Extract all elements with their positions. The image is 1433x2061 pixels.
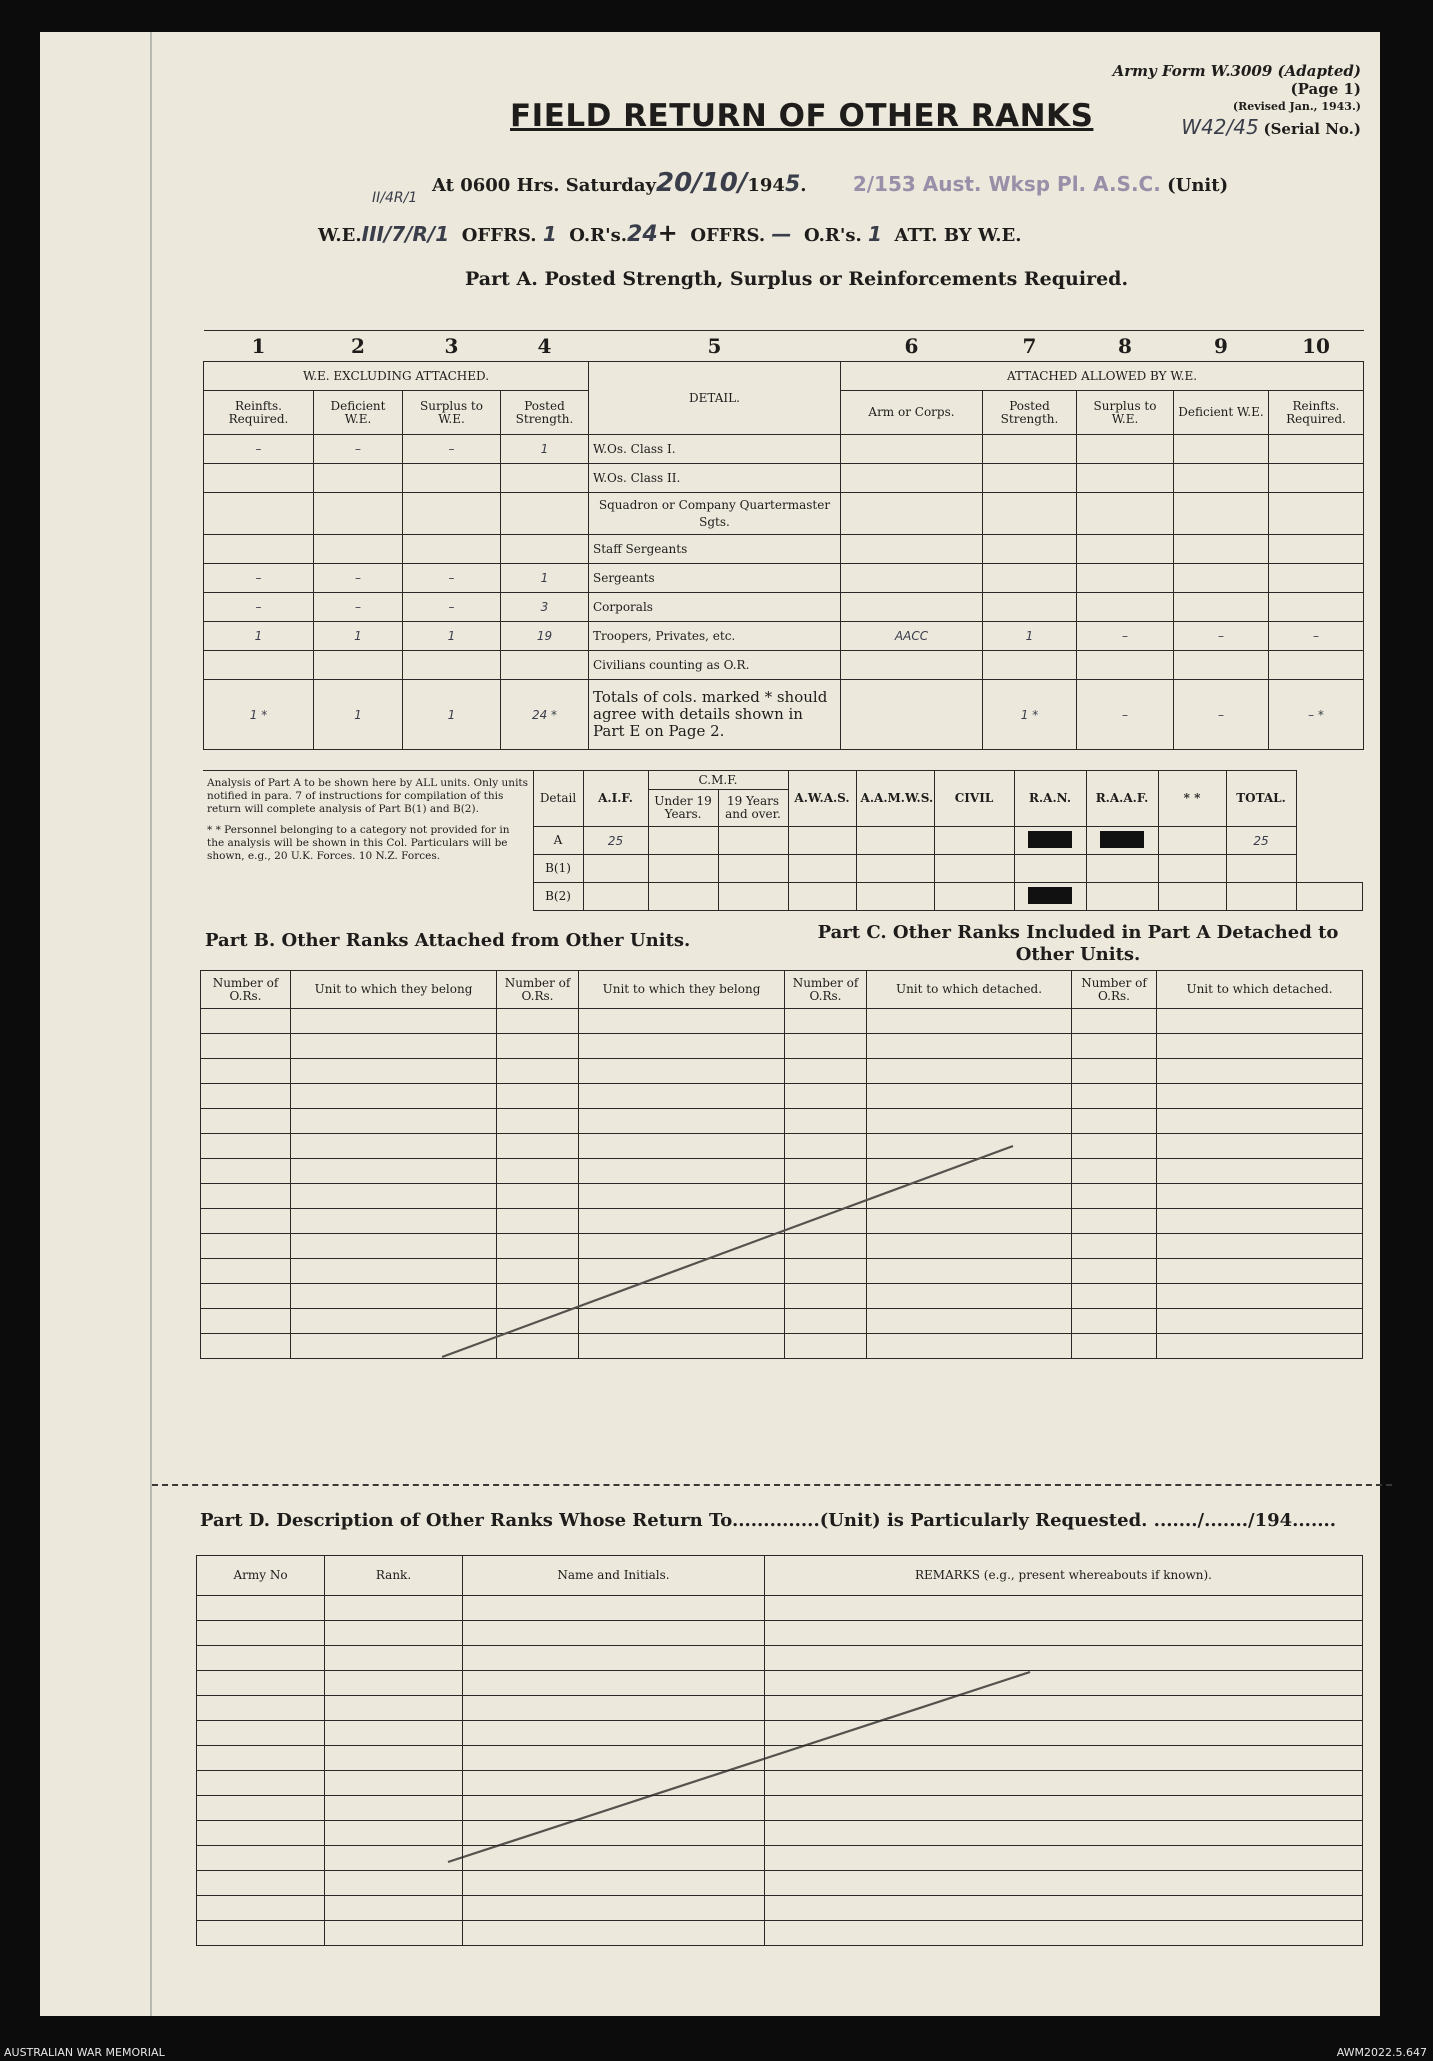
part-d-row: [197, 1596, 1363, 1621]
blank-cell: [325, 1771, 463, 1796]
we-handwritten-above: II/4R/1: [372, 190, 418, 206]
year-prefix: 194: [747, 175, 785, 196]
blank-cell: [325, 1671, 463, 1696]
total-c3: 1: [403, 680, 501, 750]
awas-header: A.W.A.S.: [788, 771, 856, 827]
part-c-title: Part C. Other Ranks Included in Part A Detached to Other Units.: [817, 922, 1339, 965]
civil-header: CIVIL: [934, 771, 1014, 827]
name-initials-header: Name and Initials.: [463, 1556, 765, 1596]
b-unit-header-2: Unit to which they belong: [579, 971, 785, 1009]
total-c9: –: [1174, 680, 1269, 750]
cell-c4: 3: [501, 593, 589, 622]
total-c1: 1 *: [204, 680, 314, 750]
col-num: 3: [403, 331, 501, 362]
we-label: W.E.: [318, 225, 362, 246]
cell-c4: 1: [501, 435, 589, 464]
blank-cell: [463, 1721, 765, 1746]
reinfts-required-header: Reinfts. Required.: [204, 391, 314, 435]
part-a-title: Part A. Posted Strength, Surplus or Reinforcements Required.: [465, 268, 1129, 290]
analysis-note-2: * * Personnel belonging to a category not provided for in the analysis will be shown in this Col. Particulars will be shown, e.g., 20 U.K. Forces. 10 N.Z. Forces.: [207, 824, 510, 862]
part-d-row: [197, 1921, 1363, 1946]
rank-header: Rank.: [325, 1556, 463, 1596]
b-number-header: Number of O.Rs.: [201, 971, 291, 1009]
perforation-line: [152, 1484, 1392, 1486]
blank-cell: [765, 1846, 1363, 1871]
col-num: 2: [314, 331, 403, 362]
serial-label: (Serial No.): [1263, 120, 1361, 138]
ors-handwritten: 24: [627, 222, 658, 247]
cell-c4: 1: [501, 564, 589, 593]
blank-cell: [765, 1696, 1363, 1721]
blank-cell: [765, 1871, 1363, 1896]
blank-cell: [765, 1921, 1363, 1946]
blank-cell: [197, 1646, 325, 1671]
blank-cell: [325, 1846, 463, 1871]
blank-cell: [325, 1721, 463, 1746]
cell-c7: 1: [983, 622, 1077, 651]
col-num: 8: [1077, 331, 1174, 362]
blank-cell: [325, 1696, 463, 1721]
form-number: Army Form W.3009 (Adapted): [1112, 62, 1361, 80]
blank-cell: [197, 1771, 325, 1796]
part-d-row: [197, 1746, 1363, 1771]
totals-detail: Totals of cols. marked * should agree with details shown in Part E on Page 2.: [589, 680, 841, 750]
blank-cell: [463, 1696, 765, 1721]
blank-cell: [765, 1771, 1363, 1796]
cell-c2: –: [314, 435, 403, 464]
part-d-row: [197, 1771, 1363, 1796]
part-d-row: [197, 1846, 1363, 1871]
col-num: 10: [1269, 331, 1364, 362]
analysis-note-1: Analysis of Part A to be shown here by ALL units. Only units notified in para. 7 of instructions for compilation of this return will complete analysis of Part B(1) and B(2).: [207, 777, 529, 815]
cell-c9: –: [1174, 622, 1269, 651]
total-c7: 1 *: [983, 680, 1077, 750]
at-label: At 0600 Hrs. Saturday: [432, 175, 657, 196]
blank-cell: [197, 1746, 325, 1771]
unit-stamp: 2/153 Aust. Wksp Pl. A.S.C.: [852, 172, 1161, 196]
part-d-title: Part D. Description of Other Ranks Whose Return To..............(Unit) is Particularly Requested. ......./......./194.......: [200, 1510, 1337, 1531]
archive-caption: AUSTRALIAN WAR MEMORIAL: [4, 2046, 165, 2059]
c-unit-header: Unit to which detached.: [867, 971, 1072, 1009]
rank-detail: Staff Sergeants: [589, 535, 841, 564]
form-page: (Page 1): [1290, 80, 1361, 98]
blank-cell: [463, 1621, 765, 1646]
cell-c1: –: [204, 435, 314, 464]
unit-label: (Unit): [1167, 175, 1229, 196]
blank-cell: [197, 1671, 325, 1696]
cell-c1: –: [204, 564, 314, 593]
blank-cell: [463, 1796, 765, 1821]
blank-cell: [463, 1596, 765, 1621]
blank-cell: [765, 1821, 1363, 1846]
col-num: 6: [841, 331, 983, 362]
row-label-a: A: [533, 827, 583, 855]
blank-cell: [765, 1596, 1363, 1621]
col-num: 4: [501, 331, 589, 362]
blank-cell: [765, 1646, 1363, 1671]
total-c4: 24 *: [501, 680, 589, 750]
deficient-header: Deficient W.E.: [314, 391, 403, 435]
att-surplus-header: Surplus to W.E.: [1077, 391, 1174, 435]
over-19-header: 19 Years and over.: [725, 794, 781, 821]
ors-label: O.R's.: [569, 225, 628, 246]
part-b-title: Part B. Other Ranks Attached from Other Units.: [205, 930, 691, 951]
rank-detail: Troopers, Privates, etc.: [589, 622, 841, 651]
posted-strength-header: Posted Strength.: [501, 391, 589, 435]
blank-cell: [197, 1621, 325, 1646]
cell-c2: –: [314, 593, 403, 622]
blank-cell: [197, 1896, 325, 1921]
blank-cell: [765, 1621, 1363, 1646]
cell-c1: 1: [204, 622, 314, 651]
cell-c2: 1: [314, 622, 403, 651]
c-number-header: Number of O.Rs.: [785, 971, 867, 1009]
ors-att-label: O.R's.: [803, 225, 862, 246]
aamws-header: A.A.M.W.S.: [856, 771, 934, 827]
detail-header: DETAIL.: [589, 362, 841, 435]
other-category-header: * *: [1158, 771, 1226, 827]
part-d-row: [197, 1671, 1363, 1696]
ors-att-handwritten: 1: [868, 222, 882, 246]
rank-detail: Civilians counting as O.R.: [589, 651, 841, 680]
offrs-handwritten: 1: [542, 222, 557, 246]
c-unit-header-2: Unit to which detached.: [1157, 971, 1363, 1009]
year-handwritten: 5: [784, 172, 801, 197]
cancel-stroke-part-b-c: [442, 1146, 1013, 1357]
cell-c3: 1: [403, 622, 501, 651]
blank-cell: [325, 1621, 463, 1646]
blank-cell: [765, 1746, 1363, 1771]
part-d-row: [197, 1621, 1363, 1646]
col-num: 9: [1174, 331, 1269, 362]
blank-cell: [463, 1821, 765, 1846]
col-num: 1: [204, 331, 314, 362]
serial-handwritten: W42/45: [1181, 115, 1259, 139]
att-by-we-label: ATT. BY W.E.: [894, 225, 1022, 246]
ran-header: R.A.N.: [1014, 771, 1086, 827]
rank-detail: Sergeants: [589, 564, 841, 593]
offrs-att-label: OFFRS.: [690, 225, 766, 246]
row-label-b2: B(2): [533, 883, 583, 911]
part-d-row: [197, 1721, 1363, 1746]
detail-col-header: Detail: [533, 771, 583, 827]
cell-c1: –: [204, 593, 314, 622]
army-no-header: Army No: [197, 1556, 325, 1596]
blank-cell: [325, 1646, 463, 1671]
blank-cell: [765, 1796, 1363, 1821]
offrs-att-handwritten: —: [771, 222, 792, 246]
part-d-row: [197, 1696, 1363, 1721]
blank-cell: [197, 1921, 325, 1946]
rank-detail: Corporals: [589, 593, 841, 622]
blank-cell: [765, 1721, 1363, 1746]
cell-c6: AACC: [841, 622, 983, 651]
total-c10: – *: [1269, 680, 1364, 750]
cell-c10: –: [1269, 622, 1364, 651]
blank-cell: [463, 1896, 765, 1921]
cell-c8: –: [1077, 622, 1174, 651]
total-c8: –: [1077, 680, 1174, 750]
part-d-row: [197, 1871, 1363, 1896]
offrs-label: OFFRS.: [461, 225, 537, 246]
part-d-table: [196, 1555, 1363, 1946]
cell-c4: 19: [501, 622, 589, 651]
col-num: 7: [983, 331, 1077, 362]
blank-cell: [463, 1921, 765, 1946]
blank-cell: [197, 1796, 325, 1821]
col-num: 5: [589, 331, 841, 362]
att-reinfts-header: Reinfts. Required.: [1269, 391, 1364, 435]
archive-reference: AWM2022.5.647: [1336, 2046, 1427, 2059]
raaf-header: R.A.A.F.: [1086, 771, 1158, 827]
blank-cell: [197, 1696, 325, 1721]
part-d-row: [197, 1896, 1363, 1921]
surplus-header: Surplus to W.E.: [403, 391, 501, 435]
blank-cell: [197, 1721, 325, 1746]
blank-cell: [325, 1896, 463, 1921]
row-label-b1: B(1): [533, 855, 583, 883]
part-d-row: [197, 1821, 1363, 1846]
blank-cell: [325, 1871, 463, 1896]
date-handwritten: 20/10/: [656, 168, 748, 198]
we-excluding-header: W.E. EXCLUDING ATTACHED.: [204, 362, 589, 391]
blank-cell: [463, 1646, 765, 1671]
part-d-row: [197, 1646, 1363, 1671]
blank-cell: [463, 1871, 765, 1896]
blank-cell: [197, 1871, 325, 1896]
blank-cell: [765, 1896, 1363, 1921]
rank-detail: Squadron or Company Quartermaster Sgts.: [589, 493, 841, 535]
cmf-label: C.M.F.: [649, 771, 788, 790]
total-c2: 1: [314, 680, 403, 750]
form-title: FIELD RETURN OF OTHER RANKS: [510, 98, 1094, 134]
blank-cell: [765, 1671, 1363, 1696]
arm-corps-header: Arm or Corps.: [841, 391, 983, 435]
we-handwritten: III/7/R/1: [361, 222, 450, 246]
attached-allowed-header: ATTACHED ALLOWED BY W.E.: [841, 362, 1364, 391]
blank-cell: [325, 1821, 463, 1846]
cell-c3: –: [403, 593, 501, 622]
rank-detail: W.Os. Class I.: [589, 435, 841, 464]
blank-cell: [197, 1596, 325, 1621]
form-revised: (Revised Jan., 1943.): [1232, 100, 1361, 113]
cell-c2: –: [314, 564, 403, 593]
blank-cell: [463, 1746, 765, 1771]
att-posted-strength-header: Posted Strength.: [983, 391, 1077, 435]
blank-cell: [325, 1796, 463, 1821]
remarks-header: REMARKS (e.g., present whereabouts if known).: [765, 1556, 1363, 1596]
rank-detail: W.Os. Class II.: [589, 464, 841, 493]
aif-header: A.I.F.: [583, 771, 648, 827]
part-d-row: [197, 1796, 1363, 1821]
blank-cell: [463, 1771, 765, 1796]
blank-cell: [325, 1921, 463, 1946]
plus-sign: +: [657, 218, 678, 247]
blank-cell: [325, 1746, 463, 1771]
total-header: TOTAL.: [1226, 771, 1296, 827]
total-a-value: 25: [1226, 827, 1296, 855]
blank-cell: [197, 1846, 325, 1871]
att-deficient-header: Deficient W.E.: [1174, 391, 1269, 435]
blank-cell: [197, 1821, 325, 1846]
b-unit-header: Unit to which they belong: [291, 971, 497, 1009]
blank-cell: [325, 1596, 463, 1621]
date-line: At 0600 Hrs. Saturday20/10/1945. 2/153 Aust. Wksp Pl. A.S.C. (Unit): [432, 168, 1229, 198]
c-number-header-2: Number of O.Rs.: [1072, 971, 1157, 1009]
b-number-header-2: Number of O.Rs.: [497, 971, 579, 1009]
aif-a-value: 25: [583, 827, 648, 855]
under-19-header: Under 19 Years.: [649, 790, 719, 826]
cell-c3: –: [403, 435, 501, 464]
blank-cell: [463, 1671, 765, 1696]
cell-c3: –: [403, 564, 501, 593]
blank-cell: [463, 1846, 765, 1871]
